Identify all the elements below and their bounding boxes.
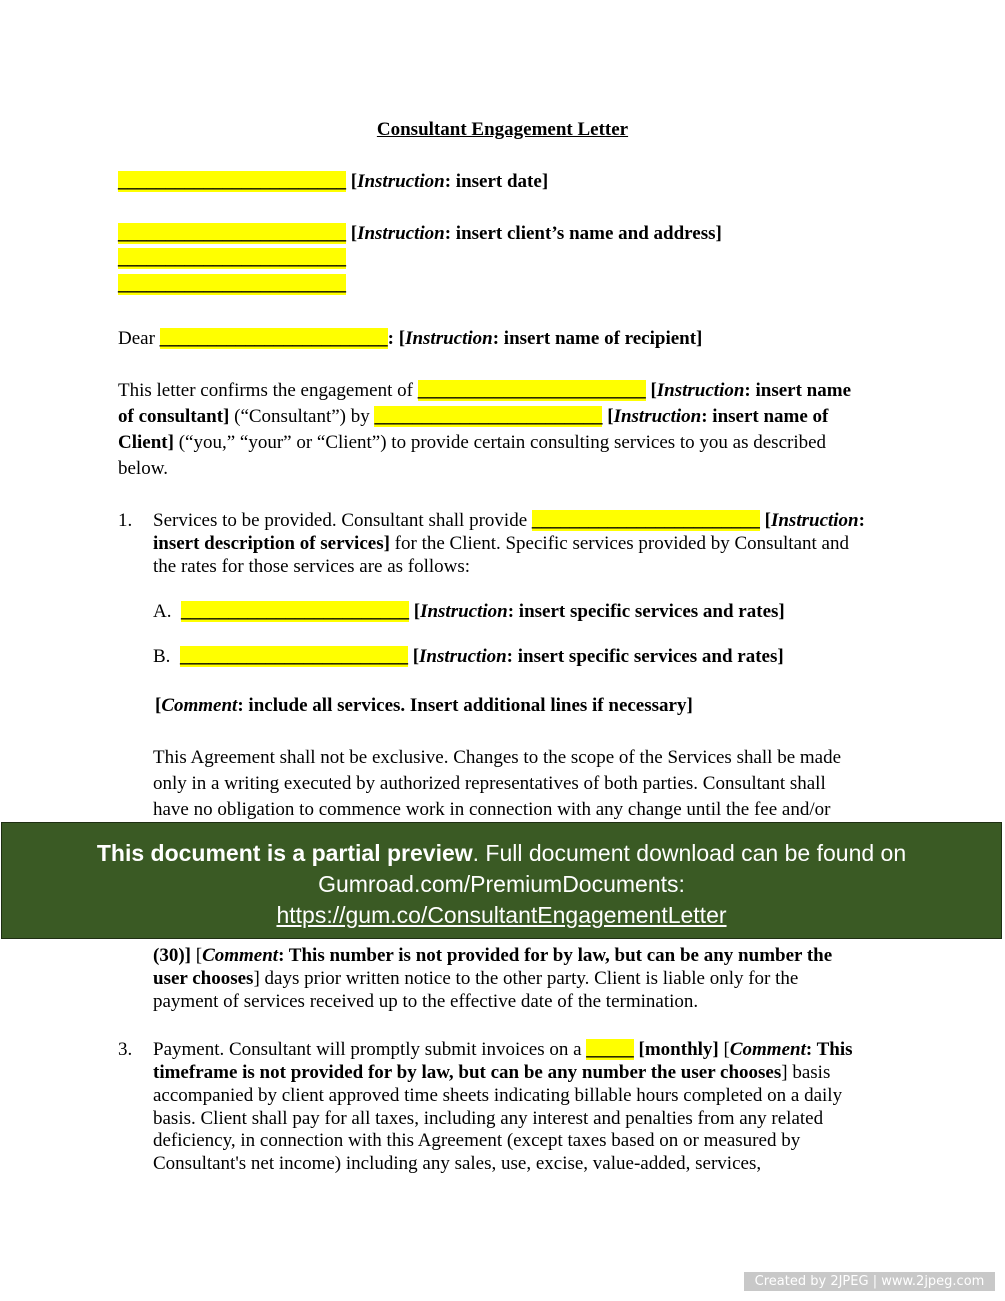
- sub-label: B.: [153, 646, 171, 667]
- item-3-line-5: deficiency, in connection with this Agreement (except taxes based on or measured by: [153, 1130, 801, 1151]
- item-1-line-3: the rates for those services are as follows:: [153, 556, 471, 577]
- comment-text: timeframe is not provided for by law, but can be any number the user chooses: [153, 1062, 782, 1083]
- sub-item-b: [153, 646, 784, 668]
- banner-text: . Full document download can be found on: [472, 840, 907, 866]
- services-blank[interactable]: ________________________: [531, 510, 760, 531]
- item-3-line-2: [153, 1062, 830, 1084]
- instruction-text: : insert name: [744, 380, 852, 401]
- comment-text: : This number is not provided for by law, but can be any number the: [278, 945, 833, 966]
- text: ] days prior written notice to the other party. Client is liable only for the: [253, 968, 799, 989]
- text: (“Consultant”) by: [229, 406, 375, 427]
- item-3-line-4: basis. Client shall pay for all taxes, including any interest and penalties from any related: [153, 1108, 824, 1129]
- default-value: [monthly]: [633, 1039, 719, 1060]
- service-b-blank[interactable]: ________________________: [179, 646, 408, 667]
- text: for the Client. Specific services provided by Consultant and: [389, 533, 849, 554]
- bracket: : [: [387, 328, 406, 349]
- instruction-text: : insert specific services and rates]: [506, 646, 784, 667]
- instruction-text: : insert date]: [444, 171, 549, 192]
- bracket: [: [759, 510, 771, 531]
- item-3-number: 3.: [118, 1039, 133, 1060]
- comment-text: : This: [805, 1039, 853, 1060]
- bracket: [: [190, 945, 203, 966]
- item-1-number: 1.: [118, 510, 133, 531]
- text: Services to be provided. Consultant shall provide: [153, 510, 532, 531]
- dear-text: Dear: [118, 328, 160, 349]
- banner-bold-text: This document is a partial preview: [96, 840, 473, 866]
- address-blank-3[interactable]: ________________________: [118, 274, 346, 295]
- instruction-label: Instruction: [656, 380, 745, 401]
- intro-line-4: below.: [118, 458, 168, 479]
- bracket: [: [346, 223, 358, 244]
- item-2-line-1: [153, 945, 832, 967]
- instruction-label: Instruction: [419, 646, 507, 667]
- recipient-blank[interactable]: ________________________: [159, 328, 388, 349]
- instruction-text: : insert specific services and rates]: [507, 601, 785, 622]
- item-3-line-1: [153, 1039, 853, 1061]
- intro-line-1: [118, 380, 851, 402]
- bracket: [: [602, 406, 614, 427]
- client-address-line: [118, 223, 722, 245]
- bracket: [: [407, 646, 420, 667]
- intro-line-2: [118, 406, 828, 428]
- comment-text: user chooses: [153, 968, 254, 989]
- scope-line-2: only in a writing executed by authorized representatives of both parties. Consultant shall: [153, 773, 826, 794]
- intro-line-3: [118, 432, 826, 454]
- instruction-label: Instruction: [613, 406, 702, 427]
- item-1-line-1: [153, 510, 865, 532]
- sub-item-a: [153, 601, 785, 623]
- instruction-text: : insert name of recipient]: [492, 328, 703, 349]
- scope-line-1: This Agreement shall not be exclusive. Changes to the scope of the Services shall be made: [153, 747, 842, 768]
- instruction-label: Instruction: [770, 510, 859, 531]
- instruction-label: Instruction: [357, 171, 445, 192]
- instruction-text: : insert client’s name and address]: [444, 223, 722, 244]
- comment-label: Comment: [202, 945, 279, 966]
- preview-banner: [1, 822, 1002, 939]
- item-1-line-2: [153, 533, 849, 555]
- item-3-line-6: Consultant's net income) including any sales, use, excise, value-added, services,: [153, 1153, 762, 1174]
- comment-text: : include all services. Insert additional lines if necessary]: [237, 695, 693, 716]
- client-name-blank[interactable]: ________________________: [118, 223, 346, 244]
- text: (“you,” “your” or “Client”) to provide certain consulting services to you as described: [173, 432, 827, 453]
- item-2-line-2: [153, 968, 798, 990]
- scope-line-3: have no obligation to commence work in connection with any change until the fee and/or: [153, 799, 831, 820]
- bracket: [: [346, 171, 358, 192]
- banner-line-2: Gumroad.com/PremiumDocuments:: [318, 871, 685, 897]
- sub-label: A.: [153, 601, 172, 622]
- instruction-label: Instruction: [357, 223, 445, 244]
- date-line: [118, 171, 548, 193]
- date-blank[interactable]: ________________________: [118, 171, 346, 192]
- bracket: [: [645, 380, 657, 401]
- bracket: [: [155, 695, 162, 716]
- comment-label: Comment: [729, 1039, 806, 1060]
- bracket: [: [718, 1039, 730, 1060]
- item-3-line-3: accompanied by client approved time sheets indicating billable hours completed on a daily: [153, 1085, 843, 1106]
- watermark: Created by 2JPEG | www.2jpeg.com: [744, 1272, 995, 1291]
- instruction-text: of consultant]: [118, 406, 230, 427]
- client-blank[interactable]: ________________________: [374, 406, 603, 427]
- instruction-text: : insert name of: [701, 406, 829, 427]
- download-link[interactable]: https://gum.co/ConsultantEngagementLetter: [276, 902, 727, 928]
- instruction-text: insert description of services]: [153, 533, 390, 554]
- item-2-line-3: payment of services received up to the effective date of the termination.: [153, 991, 699, 1012]
- instruction-text: (30)]: [153, 945, 191, 966]
- comment-label: Comment: [161, 695, 238, 716]
- service-a-blank[interactable]: ________________________: [180, 601, 409, 622]
- address-blank-2[interactable]: ________________________: [118, 248, 346, 269]
- salutation-line: [118, 328, 702, 350]
- text: Payment. Consultant will promptly submit invoices on a: [153, 1039, 587, 1060]
- services-comment: [155, 695, 693, 717]
- text: ] basis: [781, 1062, 831, 1083]
- instruction-label: Instruction: [405, 328, 493, 349]
- bracket: [: [408, 601, 421, 622]
- invoice-period-blank[interactable]: _____: [586, 1039, 634, 1060]
- instruction-text: :: [858, 510, 865, 531]
- instruction-text: Client]: [118, 432, 174, 453]
- consultant-name-blank[interactable]: ________________________: [417, 380, 646, 401]
- document-title: Consultant Engagement Letter: [376, 119, 629, 140]
- instruction-label: Instruction: [420, 601, 508, 622]
- text: This letter confirms the engagement of: [118, 380, 418, 401]
